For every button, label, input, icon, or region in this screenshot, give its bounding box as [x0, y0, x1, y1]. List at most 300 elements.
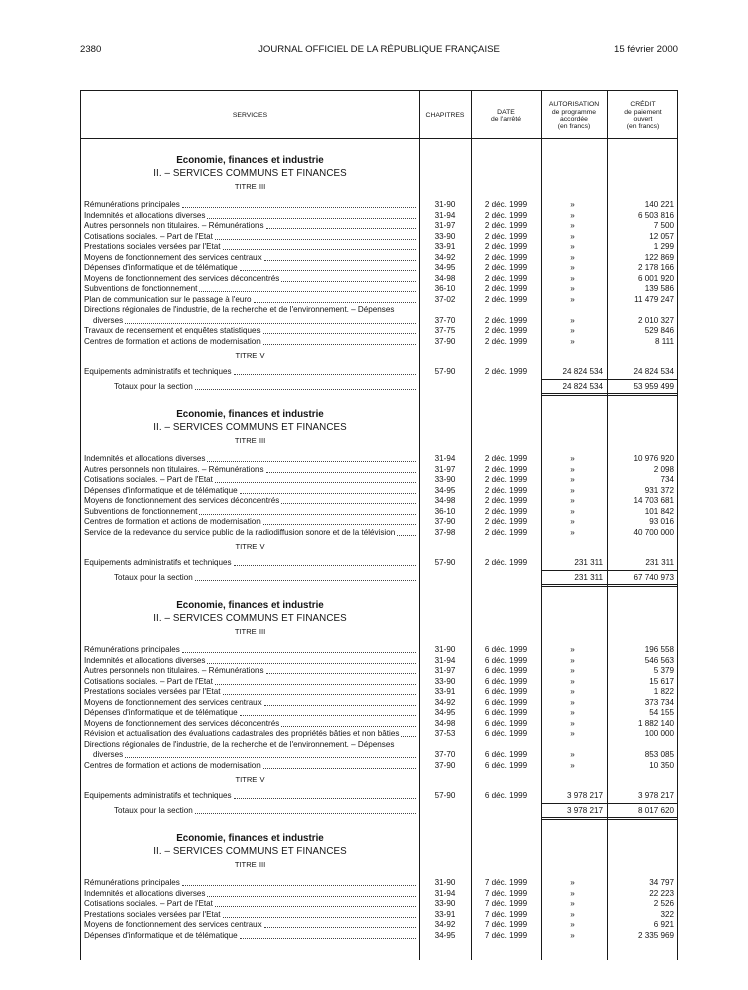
row-credit: 54 155: [649, 708, 674, 717]
row-chapitre: 33-90: [434, 676, 456, 686]
dot-leader: [264, 698, 416, 706]
table-row: [81, 253, 677, 264]
total-autorisation: 231 311: [574, 572, 603, 582]
table-row: [81, 367, 677, 378]
row-chapitre: 34-98: [434, 718, 456, 728]
table-row: [81, 465, 677, 476]
row-credit: 24 824 534: [633, 367, 674, 376]
row-date: 6 déc. 1999: [484, 791, 528, 800]
row-chapitre: 33-90: [434, 231, 456, 241]
dot-leader: [195, 382, 416, 390]
row-chapitre: 37-53: [434, 729, 456, 738]
row-autorisation: »: [570, 454, 575, 463]
titre-heading: TITRE V: [235, 542, 265, 551]
row-autorisation: 231 311: [574, 558, 603, 567]
row-credit: 93 016: [649, 517, 674, 526]
row-chapitre: 31-97: [434, 464, 456, 474]
row-chapitre: 33-90: [434, 475, 456, 484]
dot-leader: [215, 899, 416, 907]
row-credit: 2 010 327: [637, 315, 674, 325]
row-label: [84, 274, 417, 285]
row-chapitre: 34-98: [434, 496, 456, 505]
row-chapitre: 34-92: [434, 697, 456, 707]
row-chapitre: 34-95: [434, 485, 456, 495]
row-label: [84, 232, 417, 243]
row-credit: 10 350: [649, 760, 674, 770]
row-credit: 11 479 247: [634, 294, 674, 304]
row-chapitre: 37-98: [434, 527, 456, 537]
row-autorisation: »: [570, 496, 575, 505]
row-autorisation: »: [570, 750, 575, 759]
row-credit: 373 734: [644, 697, 674, 707]
row-label-text: Indemnités et allocations diverses: [84, 888, 206, 898]
row-label-text: Cotisations sociales. – Part de l'Etat: [84, 475, 213, 484]
row-autorisation: »: [570, 909, 575, 919]
row-credit: 7 500: [653, 221, 674, 230]
row-label-text: Centres de formation et actions de modernisation: [84, 336, 261, 346]
row-label: [84, 740, 417, 751]
service-title: II. – SERVICES COMMUNS ET FINANCES: [153, 613, 347, 624]
row-label-text: Totaux pour la section: [114, 381, 193, 391]
row-credit: 1 299: [653, 242, 674, 251]
row-chapitre: 34-92: [434, 252, 456, 262]
table-row: [81, 931, 677, 942]
row-chapitre: 37-70: [434, 750, 456, 759]
row-label-text: Moyens de fonctionnement des services déconcentrés: [84, 496, 280, 505]
row-autorisation: »: [570, 517, 575, 526]
row-label: [84, 666, 417, 677]
row-date: 6 déc. 1999: [484, 697, 528, 707]
journal-title: JOURNAL OFFICIEL DE LA RÉPUBLIQUE FRANÇAISE: [258, 44, 500, 55]
row-autorisation: »: [570, 687, 575, 696]
row-label-text: Service de la redevance du service public de la radiodiffusion sonore et de la télévision: [84, 527, 396, 537]
row-autorisation: »: [570, 930, 575, 940]
dot-leader: [199, 284, 416, 292]
row-label-text: Rémunérations principales: [84, 200, 180, 209]
dot-leader: [266, 666, 416, 674]
table-row: [81, 687, 677, 698]
ministry-title: Economie, finances et industrie: [176, 155, 324, 166]
total-autorisation: 24 824 534: [562, 381, 603, 391]
row-chapitre: 57-90: [434, 367, 456, 376]
row-label: [84, 878, 417, 889]
ministry-title: Economie, finances et industrie: [176, 409, 324, 420]
row-label-text: Autres personnels non titulaires. – Rémunérations: [84, 666, 264, 675]
row-date: 2 déc. 1999: [484, 221, 528, 230]
table-row: [81, 729, 677, 740]
row-credit: 734: [660, 475, 674, 484]
dot-leader: [182, 200, 416, 208]
row-label-text: Indemnités et allocations diverses: [84, 655, 206, 665]
row-credit: 2 335 969: [637, 930, 674, 940]
table-row: [81, 232, 677, 243]
row-chapitre: 33-91: [434, 242, 456, 251]
dot-leader: [223, 242, 416, 250]
row-autorisation: 3 978 217: [566, 791, 603, 800]
dot-leader: [234, 367, 416, 375]
row-autorisation: »: [570, 708, 575, 717]
row-label-text: Moyens de fonctionnement des services déconcentrés: [84, 718, 280, 728]
row-autorisation: »: [570, 888, 575, 898]
totals-row: [81, 806, 677, 817]
issue-date: 15 février 2000: [614, 44, 678, 55]
dot-leader: [240, 931, 416, 939]
row-chapitre: 34-98: [434, 273, 456, 283]
row-date: 2 déc. 1999: [484, 558, 528, 567]
row-label: [84, 284, 417, 295]
table-row: [81, 889, 677, 900]
dot-leader: [397, 528, 416, 536]
row-label: [84, 645, 417, 656]
row-label: [84, 367, 417, 378]
row-credit: 34 797: [649, 878, 674, 887]
row-autorisation: »: [570, 315, 575, 325]
row-label: [84, 326, 417, 337]
row-credit: 231 311: [645, 558, 674, 567]
titre-heading: TITRE V: [235, 351, 265, 360]
row-label-text: Rémunérations principales: [84, 645, 180, 654]
row-credit: 22 223: [649, 888, 674, 898]
table-row: [81, 791, 677, 802]
row-credit: 100 000: [644, 729, 674, 738]
table-row: [81, 326, 677, 337]
row-date: 6 déc. 1999: [484, 729, 528, 738]
dot-leader: [264, 253, 416, 261]
dot-leader: [281, 274, 416, 282]
row-label: [84, 496, 417, 507]
row-label: [84, 337, 417, 348]
row-label-text: Equipements administratifs et techniques: [84, 791, 232, 800]
row-label-text: Dépenses d'informatique et de télématique: [84, 485, 238, 495]
row-label-text: Cotisations sociales. – Part de l'Etat: [84, 899, 213, 908]
row-credit: 853 085: [644, 750, 674, 759]
row-label: [84, 263, 417, 274]
table-row: [81, 200, 677, 211]
dot-leader: [125, 316, 416, 324]
table-row: [81, 242, 677, 253]
row-label: [84, 211, 417, 222]
row-date: 2 déc. 1999: [484, 200, 528, 209]
dot-leader: [234, 791, 416, 799]
row-label: [84, 791, 417, 802]
row-credit: 2 526: [653, 899, 674, 908]
row-autorisation: 24 824 534: [562, 367, 603, 376]
row-label-text: Rémunérations principales: [84, 878, 180, 887]
row-autorisation: »: [570, 263, 575, 272]
dot-leader: [199, 507, 416, 515]
row-date: 2 déc. 1999: [484, 210, 528, 220]
row-label: [84, 719, 417, 730]
dot-leader: [215, 475, 416, 483]
row-chapitre: 31-94: [434, 210, 456, 220]
row-label: [114, 382, 417, 393]
table-row: [81, 221, 677, 232]
row-credit: 529 846: [644, 326, 674, 335]
row-credit: 6 921: [653, 920, 674, 929]
row-label-text: Révision et actualisation des évaluations cadastrales des propriétés bâties et non bâties: [84, 729, 400, 738]
row-credit: 40 700 000: [633, 527, 674, 537]
row-chapitre: 37-90: [434, 760, 456, 770]
table-row: [81, 295, 677, 306]
row-credit: 14 703 681: [633, 496, 674, 505]
dot-leader: [263, 517, 416, 525]
row-date: 2 déc. 1999: [484, 506, 528, 516]
row-credit: 10 976 920: [633, 454, 674, 463]
row-autorisation: »: [570, 697, 575, 707]
row-label: [84, 761, 417, 772]
row-label: [84, 910, 417, 921]
row-date: 6 déc. 1999: [484, 760, 528, 770]
row-label-text: Cotisations sociales. – Part de l'Etat: [84, 231, 213, 241]
service-title: II. – SERVICES COMMUNS ET FINANCES: [153, 846, 347, 857]
credits-table: [80, 90, 678, 960]
row-date: 2 déc. 1999: [484, 475, 528, 484]
row-autorisation: »: [570, 336, 575, 346]
row-date: 6 déc. 1999: [484, 655, 528, 665]
table-row: [81, 698, 677, 709]
row-label-text: Centres de formation et actions de modernisation: [84, 517, 261, 526]
row-date: 2 déc. 1999: [484, 454, 528, 463]
row-label: [84, 931, 417, 942]
row-date: 6 déc. 1999: [484, 750, 528, 759]
row-credit: 1 822: [653, 687, 674, 696]
row-date: 2 déc. 1999: [484, 326, 528, 335]
row-chapitre: 31-97: [434, 221, 456, 230]
row-chapitre: 37-75: [434, 326, 456, 335]
row-label: [84, 253, 417, 264]
row-date: 6 déc. 1999: [484, 687, 528, 696]
table-row: [81, 899, 677, 910]
row-credit: 5 379: [653, 666, 674, 675]
dot-leader: [234, 558, 416, 566]
dot-leader: [207, 211, 416, 219]
row-date: 2 déc. 1999: [484, 263, 528, 272]
total-credit: 67 740 973: [633, 572, 674, 582]
row-chapitre: 34-95: [434, 263, 456, 272]
titre-heading: TITRE III: [234, 860, 266, 869]
totals-rule: [541, 393, 678, 396]
row-chapitre: 37-90: [434, 336, 456, 346]
row-autorisation: »: [570, 485, 575, 495]
total-credit: 53 959 499: [633, 381, 674, 391]
row-label: [84, 454, 417, 465]
row-label-text: diverses: [93, 750, 124, 759]
row-label: [84, 656, 417, 667]
table-row: [81, 910, 677, 921]
row-chapitre: 34-95: [434, 930, 456, 940]
row-chapitre: 36-10: [434, 506, 456, 516]
row-label: [84, 221, 417, 232]
row-autorisation: »: [570, 729, 575, 738]
row-date: 7 déc. 1999: [484, 878, 528, 887]
row-autorisation: »: [570, 210, 575, 220]
titre-heading: TITRE V: [235, 775, 265, 784]
row-label: [84, 889, 417, 900]
row-autorisation: »: [570, 718, 575, 728]
row-label-text: Prestations sociales versées par l'Etat: [84, 242, 221, 251]
row-chapitre: 34-95: [434, 708, 456, 717]
row-label-text: Totaux pour la section: [114, 805, 193, 815]
row-autorisation: »: [570, 464, 575, 474]
table-row: [81, 517, 677, 528]
row-chapitre: 34-92: [434, 920, 456, 929]
row-label-text: Totaux pour la section: [114, 572, 193, 582]
page-number: 2380: [80, 44, 102, 55]
row-credit: 12 057: [649, 231, 674, 241]
dot-leader: [195, 806, 416, 814]
table-row: [81, 337, 677, 348]
row-label-text: Centres de formation et actions de modernisation: [84, 760, 261, 770]
table-row: [81, 528, 677, 539]
row-autorisation: »: [570, 878, 575, 887]
row-autorisation: »: [570, 326, 575, 335]
row-date: 7 déc. 1999: [484, 909, 528, 919]
row-autorisation: »: [570, 760, 575, 770]
row-date: 2 déc. 1999: [484, 496, 528, 505]
section-rule: [541, 803, 678, 804]
dot-leader: [266, 221, 416, 229]
row-label-text: Directions régionales de l'industrie, de la recherche et de l'environnement. – Dépenses: [84, 305, 395, 314]
row-autorisation: »: [570, 655, 575, 665]
row-autorisation: »: [570, 475, 575, 484]
row-credit: 322: [660, 909, 674, 919]
dot-leader: [263, 337, 416, 345]
row-chapitre: 57-90: [434, 558, 456, 567]
table-row: [81, 719, 677, 730]
header-rule: [81, 138, 677, 139]
row-date: 7 déc. 1999: [484, 920, 528, 929]
row-chapitre: 33-91: [434, 687, 456, 696]
row-autorisation: »: [570, 294, 575, 304]
row-chapitre: 37-90: [434, 517, 456, 526]
table-row: [81, 263, 677, 274]
column-header-chapitres: CHAPITRES: [425, 112, 465, 120]
dot-leader: [182, 878, 416, 886]
row-chapitre: 36-10: [434, 284, 456, 293]
row-label-text: Plan de communication sur le passage à l'euro: [84, 294, 252, 304]
row-label: [84, 305, 417, 316]
dot-leader: [266, 465, 416, 473]
total-credit: 8 017 620: [637, 805, 674, 815]
table-row: [81, 496, 677, 507]
row-label: [84, 677, 417, 688]
table-row: [81, 284, 677, 295]
ministry-title: Economie, finances et industrie: [176, 833, 324, 844]
table-row: [81, 645, 677, 656]
titre-heading: TITRE III: [234, 182, 266, 191]
row-label-text: Cotisations sociales. – Part de l'Etat: [84, 676, 213, 686]
dot-leader: [215, 232, 416, 240]
table-row: [81, 454, 677, 465]
row-date: 2 déc. 1999: [484, 527, 528, 537]
total-autorisation: 3 978 217: [566, 805, 603, 815]
row-label: [84, 517, 417, 528]
row-credit: 8 111: [654, 336, 674, 346]
row-date: 2 déc. 1999: [484, 367, 528, 376]
row-date: 7 déc. 1999: [484, 930, 528, 940]
totals-rule: [541, 584, 678, 587]
row-label: [84, 899, 417, 910]
row-date: 2 déc. 1999: [484, 231, 528, 241]
dot-leader: [223, 687, 416, 695]
row-autorisation: »: [570, 252, 575, 262]
row-credit: 6 503 816: [637, 210, 674, 220]
column-header-autorisation: AUTORISATION de programme accordée (en francs): [548, 101, 600, 131]
row-chapitre: 31-97: [434, 666, 456, 675]
row-credit: 140 221: [644, 200, 674, 209]
service-title: II. – SERVICES COMMUNS ET FINANCES: [153, 168, 347, 179]
row-label: [84, 528, 417, 539]
row-label-text: Autres personnels non titulaires. – Rémunérations: [84, 221, 264, 230]
row-label: [84, 486, 417, 497]
row-date: 6 déc. 1999: [484, 666, 528, 675]
table-row: [81, 558, 677, 569]
row-autorisation: »: [570, 899, 575, 908]
row-credit: 3 978 217: [637, 791, 674, 800]
dot-leader: [264, 920, 416, 928]
table-row: [81, 316, 677, 327]
row-chapitre: 31-90: [434, 200, 456, 209]
row-label: [84, 507, 417, 518]
row-date: 7 déc. 1999: [484, 899, 528, 908]
row-date: 2 déc. 1999: [484, 517, 528, 526]
row-label: [84, 698, 417, 709]
row-label-text: Dépenses d'informatique et de télématique: [84, 930, 238, 940]
section-rule: [541, 570, 678, 571]
table-row: [81, 305, 677, 316]
row-chapitre: 57-90: [434, 791, 456, 800]
row-label-text: Dépenses d'informatique et de télématique: [84, 708, 238, 717]
dot-leader: [207, 454, 416, 462]
dot-leader: [254, 295, 416, 303]
dot-leader: [263, 326, 416, 334]
row-credit: 6 001 920: [637, 273, 674, 283]
row-credit: 139 586: [644, 284, 674, 293]
row-date: 6 déc. 1999: [484, 676, 528, 686]
row-chapitre: 31-94: [434, 888, 456, 898]
table-row: [81, 507, 677, 518]
row-label: [114, 573, 417, 584]
row-chapitre: 31-90: [434, 878, 456, 887]
row-credit: 122 869: [644, 252, 674, 262]
row-label-text: Subventions de fonctionnement: [84, 284, 198, 293]
row-label-text: Indemnités et allocations diverses: [84, 210, 206, 220]
row-date: 2 déc. 1999: [484, 273, 528, 283]
dot-leader: [223, 910, 416, 918]
row-date: 2 déc. 1999: [484, 252, 528, 262]
row-label: [84, 708, 417, 719]
row-label: [84, 920, 417, 931]
table-row: [81, 878, 677, 889]
row-label: [84, 242, 417, 253]
row-label: [84, 558, 417, 569]
row-label: [84, 465, 417, 476]
table-row: [81, 677, 677, 688]
row-chapitre: 31-94: [434, 454, 456, 463]
dot-leader: [215, 677, 416, 685]
row-label: [84, 295, 417, 306]
row-label-text: Moyens de fonctionnement des services centraux: [84, 252, 262, 262]
row-credit: 2 098: [653, 464, 674, 474]
row-date: 6 déc. 1999: [484, 645, 528, 654]
totals-row: [81, 382, 677, 393]
row-credit: 15 617: [649, 676, 674, 686]
dot-leader: [240, 708, 416, 716]
row-autorisation: »: [570, 242, 575, 251]
row-label-text: Prestations sociales versées par l'Etat: [84, 909, 221, 919]
column-header-date: DATE de l'arrêté: [490, 108, 521, 123]
row-label-text: Autres personnels non titulaires. – Rémunérations: [84, 464, 264, 474]
